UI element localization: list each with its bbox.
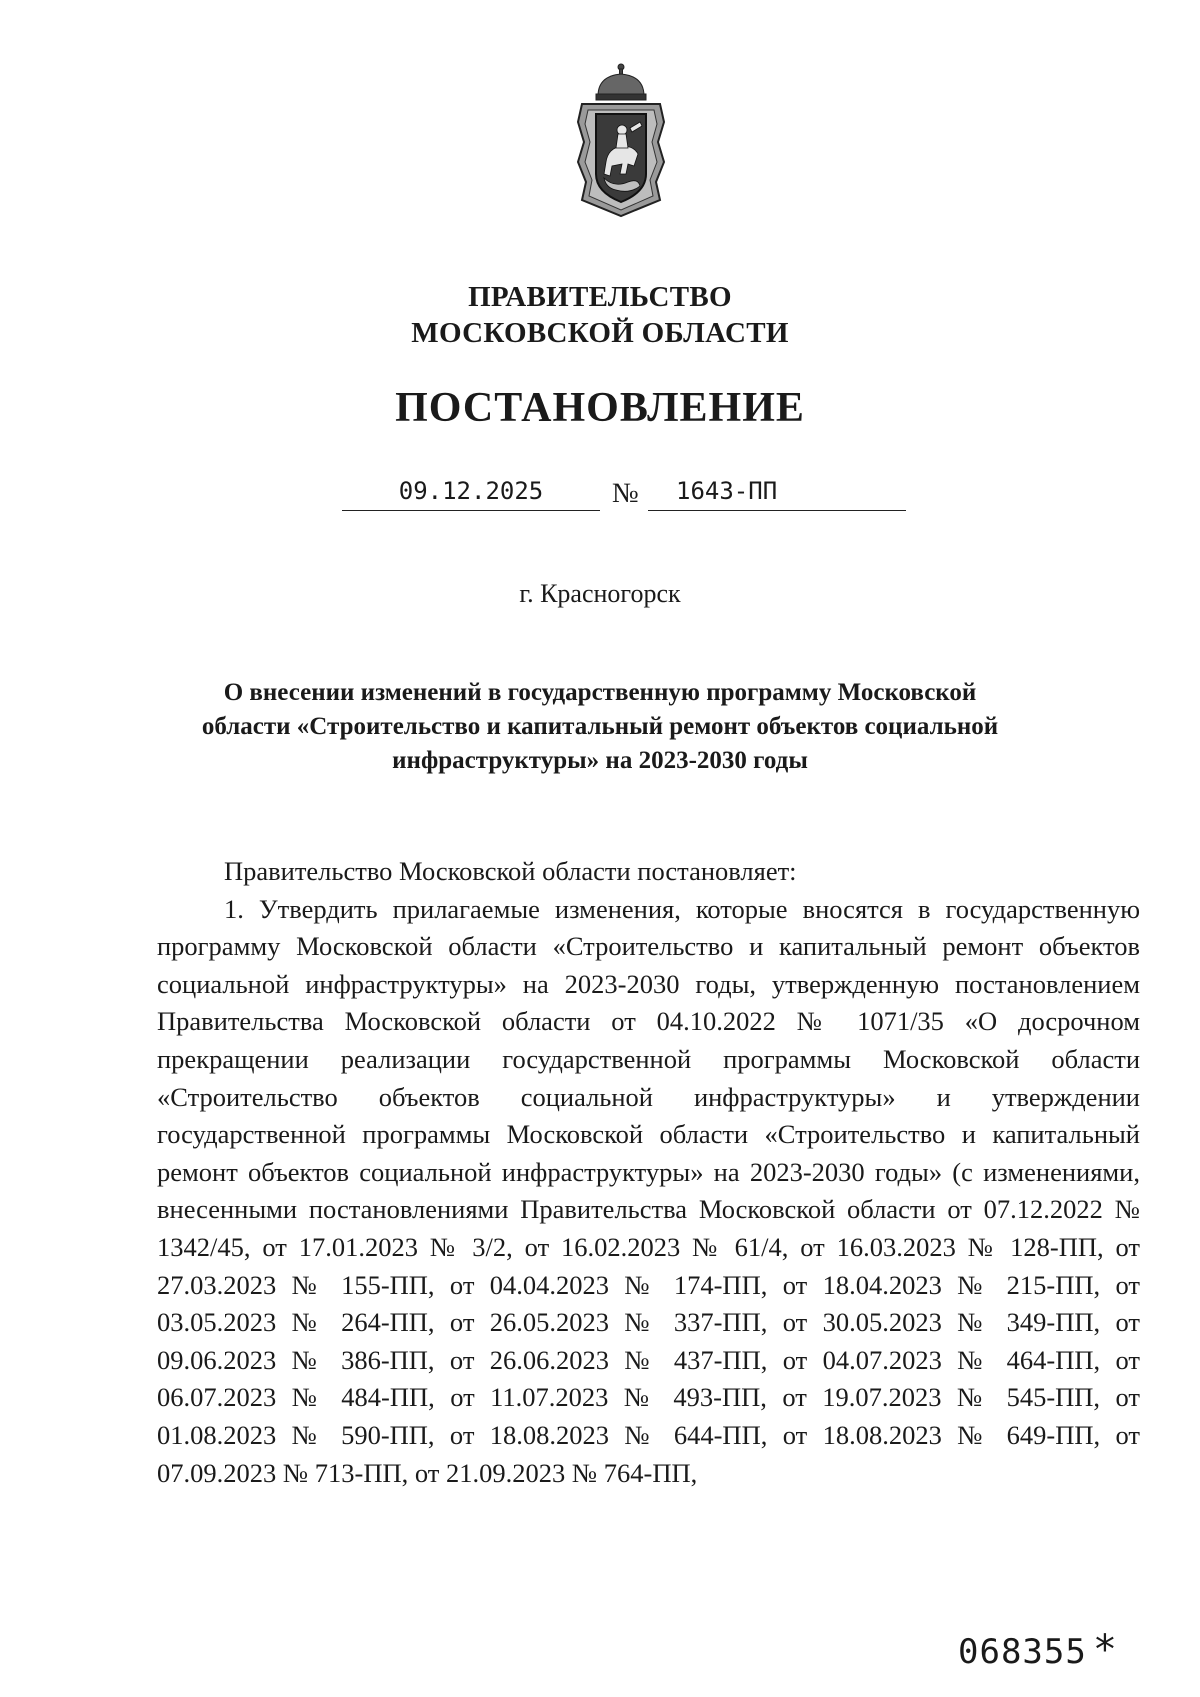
government-title-line2: МОСКОВСКОЙ ОБЛАСТИ: [411, 317, 789, 349]
body-item-1: 1. Утвердить прилагаемые изменения, которые вносятся в государственную программу Московской области «Строительство и капитальный ремонт объектов социальной инфраструктуры» на 2023-2030 годы, утвержденную постановлением Правительства Московской области от 04.10.2022 № 1071/35 «О досрочном прекращении реализации государственной программы Московской области «Строительство объектов социальной инфраструктуры» и утверждении государственной программы Московской области «Строительство и капитальный ремонт объектов социальной инфраструктуры» на 2023-2030 годы» (с изменениями, внесенными постановлениями Правительства Московской области от 07.12.2022 № 1342/45, от 17.01.2023 № 3/2, от 16.02.2023 № 61/4, от 16.03.2023 № 128-ПП, от 27.03.2023 № 155-ПП, от 04.04.2023 № 174-ПП, от 18.04.2023 № 215-ПП, от 03.05.2023 № 264-ПП, от 26.05.2023 № 337-ПП, от 30.05.2023 № 349-ПП, от 09.06.2023 № 386-ПП, от 26.06.2023 № 437-ПП, от 04.07.2023 № 464-ПП, от 06.07.2023 № 484-ПП, от 11.07.2023 № 493-ПП, от 19.07.2023 № 545-ПП, от 01.08.2023 № 590-ПП, от 18.08.2023 № 644-ПП, от 18.08.2023 № 649-ПП, от 07.09.2023 № 713-ПП, от 21.09.2023 № 764-ПП,: [157, 893, 1140, 1488]
coat-of-arms-emblem: [568, 62, 674, 218]
body-preamble: Правительство Московской области постановляет:: [224, 856, 797, 886]
city-name: г. Красногорск: [519, 579, 681, 608]
decree-body: [157, 853, 1140, 1492]
decree-number: 1643-ПП: [676, 477, 778, 505]
decree-date: 09.12.2025: [398, 477, 544, 505]
date-underline: [342, 510, 600, 511]
government-title-line1: ПРАВИТЕЛЬСТВО: [468, 281, 732, 313]
number-sign: №: [612, 478, 639, 509]
decree-subject: О внесении изменений в государственную программу Московской области «Строительство и капитальный ремонт объектов социальной инфраструктуры» на 2023-2030 годы: [201, 679, 999, 774]
serial-number-value: 068355: [958, 1632, 1087, 1672]
registration-row: [0, 477, 1200, 513]
asterisk-mark: *: [1092, 1627, 1118, 1673]
serial-number: [958, 1627, 1118, 1673]
document-type-title: ПОСТАНОВЛЕНИЕ: [395, 385, 805, 431]
number-underline: [648, 510, 906, 511]
